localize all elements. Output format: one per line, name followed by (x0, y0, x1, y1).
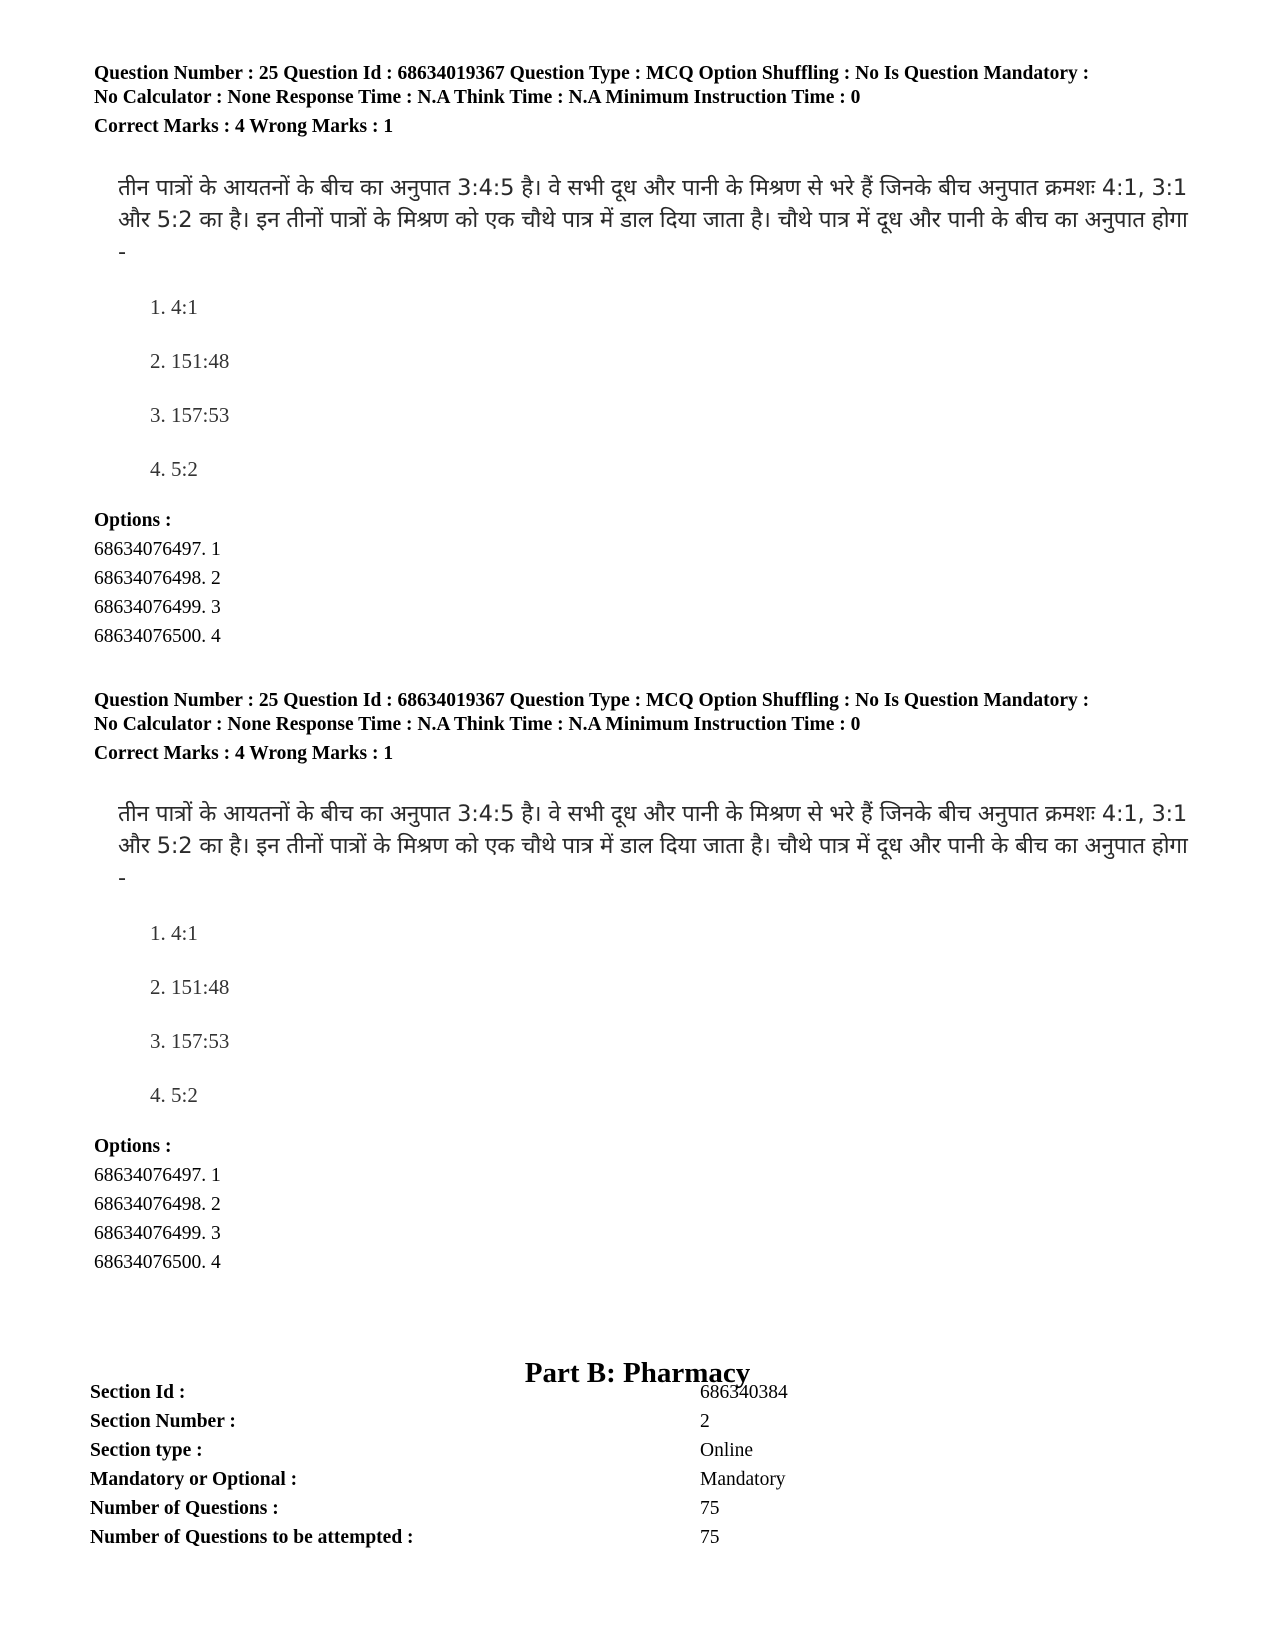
section-info-row (90, 1527, 1240, 1556)
answer-choice: 4. 5:2 (150, 1083, 198, 1107)
option-id-row: 68634076499. 3 (94, 597, 221, 618)
question-meta-line: Question Number : 25 Question Id : 68634019367 Question Type : MCQ Option Shuffling : No Is Question Mandatory : (94, 63, 1090, 84)
section-info-row (90, 1498, 1240, 1527)
section-info-value: 686340384 (700, 1382, 788, 1403)
question-meta-line: Question Number : 25 Question Id : 68634019367 Question Type : MCQ Option Shuffling : No Is Question Mandatory : (94, 690, 1090, 711)
option-id-row: 68634076497. 1 (94, 539, 221, 560)
section-info-label: Mandatory or Optional : (90, 1469, 298, 1490)
answer-choice: 1. 4:1 (150, 921, 198, 945)
option-id-row: 68634076499. 3 (94, 1223, 221, 1244)
section-info-label: Number of Questions : (90, 1498, 279, 1519)
section-info-row (90, 1382, 1240, 1411)
section-info-value: 2 (700, 1411, 710, 1432)
answer-choice: 1. 4:1 (150, 295, 198, 319)
options-label: Options : (94, 510, 172, 531)
option-id-row: 68634076498. 2 (94, 1194, 221, 1215)
question-meta-line: No Calculator : None Response Time : N.A Think Time : N.A Minimum Instruction Time : 0 (94, 87, 861, 108)
option-id-row: 68634076500. 4 (94, 626, 221, 647)
answer-choice: 4. 5:2 (150, 457, 198, 481)
section-info-row (90, 1411, 1240, 1440)
answer-choice: 2. 151:48 (150, 975, 230, 999)
section-info-value: Online (700, 1440, 754, 1461)
question-text: तीन पात्रों के आयतनों के बीच का अनुपात 3:4:5 है। वे सभी दूध और पानी के मिश्रण से भरे हैं जिनके बीच अनुपात क्रमशः 4:1, 3:1 और 5:2 का है। इन तीनों पात्रों के मिश्रण को एक चौथे पात्र में डाल दिया जाता है। चौथे पात्र में दूध और पानी के बीच का अनुपात होगा - (118, 175, 1188, 265)
part-title: Part B: Pharmacy (524, 1357, 751, 1389)
section-info-row (90, 1469, 1240, 1498)
option-id-row: 68634076497. 1 (94, 1165, 221, 1186)
question-meta-line: No Calculator : None Response Time : N.A Think Time : N.A Minimum Instruction Time : 0 (94, 714, 861, 735)
question-marks: Correct Marks : 4 Wrong Marks : 1 (94, 743, 394, 764)
options-label: Options : (94, 1136, 172, 1157)
section-info-value: Mandatory (700, 1469, 786, 1490)
answer-choice: 2. 151:48 (150, 349, 230, 373)
answer-choice: 3. 157:53 (150, 1029, 230, 1053)
question-marks: Correct Marks : 4 Wrong Marks : 1 (94, 116, 394, 137)
section-info-value: 75 (700, 1498, 720, 1519)
answer-choice: 3. 157:53 (150, 403, 230, 427)
section-info-row (90, 1440, 1240, 1469)
question-text: तीन पात्रों के आयतनों के बीच का अनुपात 3:4:5 है। वे सभी दूध और पानी के मिश्रण से भरे हैं जिनके बीच अनुपात क्रमशः 4:1, 3:1 और 5:2 का है। इन तीनों पात्रों के मिश्रण को एक चौथे पात्र में डाल दिया जाता है। चौथे पात्र में दूध और पानी के बीच का अनुपात होगा - (118, 801, 1188, 891)
section-info-value: 75 (700, 1527, 720, 1548)
section-info-label: Section type : (90, 1440, 203, 1461)
section-info-label: Section Id : (90, 1382, 186, 1403)
question-meta (94, 689, 1244, 766)
option-id-row: 68634076500. 4 (94, 1252, 221, 1273)
section-info-label: Number of Questions to be attempted : (90, 1527, 414, 1548)
option-id-row: 68634076498. 2 (94, 568, 221, 589)
question-meta (94, 62, 1244, 139)
section-info-label: Section Number : (90, 1411, 236, 1432)
